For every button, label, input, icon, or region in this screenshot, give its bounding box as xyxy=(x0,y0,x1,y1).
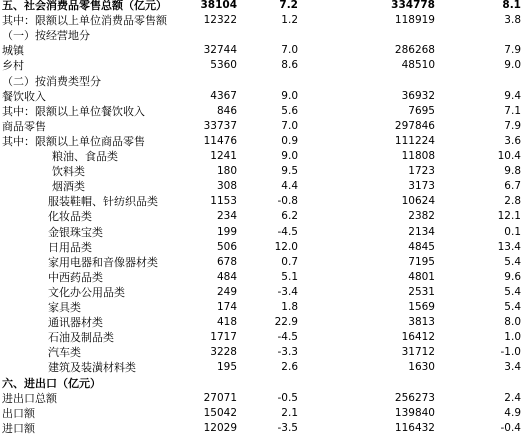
current-value: 249 xyxy=(216,285,237,298)
cumulative-growth: 3.8 xyxy=(504,14,521,27)
row-label: 服装鞋帽、针纺织品类 xyxy=(48,195,158,209)
row-label: 进口额 xyxy=(2,421,35,435)
row-label: 家用电器和音像器材类 xyxy=(48,255,158,269)
cumulative-growth: 7.9 xyxy=(504,119,521,132)
cumulative-value: 111224 xyxy=(394,134,435,147)
row-label: 进出口总额 xyxy=(2,391,57,405)
row-label: 其中：限额以上单位商品零售 xyxy=(2,134,145,148)
current-growth: 9.0 xyxy=(281,150,298,162)
current-value: 4367 xyxy=(210,89,237,102)
cumulative-growth: 4.9 xyxy=(504,406,521,419)
table-row xyxy=(0,58,527,73)
cumulative-value: 10624 xyxy=(401,195,435,208)
current-value: 1717 xyxy=(210,331,237,344)
row-label: 汽车类 xyxy=(48,346,81,360)
cumulative-growth: 10.4 xyxy=(497,150,521,162)
current-growth: -3.4 xyxy=(277,285,298,298)
table-row xyxy=(0,28,527,43)
current-value: 308 xyxy=(216,180,237,193)
cumulative-growth: 7.9 xyxy=(504,44,521,57)
table-row xyxy=(0,13,527,28)
current-growth: 22.9 xyxy=(274,316,298,329)
row-label: 化妆品类 xyxy=(48,210,92,224)
cumulative-value: 297846 xyxy=(394,119,435,132)
cumulative-growth: 7.1 xyxy=(504,104,521,117)
current-value: 234 xyxy=(216,210,237,223)
table-row xyxy=(0,270,527,285)
row-label: 餐饮收入 xyxy=(2,89,46,103)
table-row xyxy=(0,285,527,300)
table-row xyxy=(0,194,527,209)
table-row xyxy=(0,376,527,391)
row-label: （一）按经营地分 xyxy=(2,29,90,43)
current-value: 11476 xyxy=(203,134,237,147)
cumulative-growth: 13.4 xyxy=(497,240,521,253)
current-growth: 1.8 xyxy=(281,301,298,313)
table-row xyxy=(0,89,527,104)
cumulative-growth: 9.0 xyxy=(504,59,521,72)
cumulative-growth: 6.7 xyxy=(504,180,521,193)
cumulative-growth: 5.4 xyxy=(504,301,521,313)
table-row xyxy=(0,330,527,345)
table-row xyxy=(0,0,527,13)
current-growth: 9.5 xyxy=(281,165,298,178)
current-value: 12322 xyxy=(203,14,237,27)
cumulative-value: 3813 xyxy=(408,316,435,329)
cumulative-growth: 9.8 xyxy=(504,165,521,178)
current-growth: 0.7 xyxy=(281,255,298,268)
cumulative-value: 7195 xyxy=(408,255,435,268)
cumulative-value: 1630 xyxy=(408,361,435,374)
row-label: 饮料类 xyxy=(52,165,85,179)
current-value: 174 xyxy=(216,301,237,313)
current-growth: 8.6 xyxy=(281,59,298,72)
current-value: 199 xyxy=(216,225,237,238)
current-value: 180 xyxy=(216,165,237,178)
current-growth: -3.5 xyxy=(277,421,298,434)
row-label: 城镇 xyxy=(2,44,24,58)
row-label: 家具类 xyxy=(48,301,81,314)
current-growth: 12.0 xyxy=(274,240,298,253)
row-label: 金银珠宝类 xyxy=(48,225,103,239)
current-growth: 7.0 xyxy=(281,119,298,132)
current-growth: 5.1 xyxy=(281,270,298,283)
cumulative-value: 3173 xyxy=(408,180,435,193)
current-value: 5360 xyxy=(210,59,237,72)
cumulative-value: 4845 xyxy=(408,240,435,253)
cumulative-value: 31712 xyxy=(401,346,435,359)
row-label: 五、社会消费品零售总额（亿元） xyxy=(2,0,167,12)
cumulative-value: 286268 xyxy=(394,44,435,57)
cumulative-growth: 5.4 xyxy=(504,285,521,298)
table-row xyxy=(0,240,527,255)
table-row xyxy=(0,134,527,149)
current-growth: -4.5 xyxy=(277,331,298,344)
current-value: 33737 xyxy=(203,119,237,132)
table-row xyxy=(0,255,527,270)
row-label: （二）按消费类型分 xyxy=(2,74,101,88)
current-value: 506 xyxy=(216,240,237,253)
cumulative-growth: 5.4 xyxy=(504,255,521,268)
table-row xyxy=(0,360,527,375)
cumulative-value: 16412 xyxy=(401,331,435,344)
current-growth: 0.9 xyxy=(281,134,298,147)
cumulative-growth: 3.6 xyxy=(504,134,521,147)
table-row xyxy=(0,164,527,179)
row-label: 乡村 xyxy=(2,59,24,73)
current-growth: 1.2 xyxy=(281,14,298,27)
current-growth: 2.1 xyxy=(281,406,298,419)
table-row xyxy=(0,104,527,119)
cumulative-value: 2134 xyxy=(408,225,435,238)
current-value: 32744 xyxy=(203,44,237,57)
current-growth: -0.8 xyxy=(277,195,298,208)
cumulative-value: 48510 xyxy=(401,59,435,72)
cumulative-value: 118919 xyxy=(394,14,435,27)
row-label: 其中：限额以上单位消费品零售额 xyxy=(2,14,167,28)
current-value: 418 xyxy=(216,316,237,329)
row-label: 建筑及装潢材料类 xyxy=(48,361,136,375)
cumulative-value: 11808 xyxy=(401,150,435,162)
table-row xyxy=(0,421,527,436)
row-label: 文化办公用品类 xyxy=(48,285,125,299)
cumulative-value: 116432 xyxy=(394,421,435,434)
current-growth: 7.2 xyxy=(279,0,298,11)
current-value: 12029 xyxy=(203,421,237,434)
table-row xyxy=(0,74,527,89)
table-row xyxy=(0,345,527,360)
cumulative-growth: 2.8 xyxy=(504,195,521,208)
current-growth: -3.3 xyxy=(277,346,298,359)
row-label: 出口额 xyxy=(2,406,35,420)
current-growth: 9.0 xyxy=(281,89,298,102)
row-label: 石油及制品类 xyxy=(48,331,114,345)
row-label: 中西药品类 xyxy=(48,270,103,284)
row-label: 其中：限额以上单位餐饮收入 xyxy=(2,104,145,118)
current-value: 15042 xyxy=(203,406,237,419)
cumulative-growth: 12.1 xyxy=(497,210,521,223)
current-growth: 5.6 xyxy=(281,104,298,117)
current-value: 1153 xyxy=(210,195,237,208)
cumulative-growth: -1.0 xyxy=(500,346,521,359)
cumulative-value: 36932 xyxy=(401,89,435,102)
cumulative-growth: 9.4 xyxy=(504,89,521,102)
current-value: 678 xyxy=(216,255,237,268)
table-row xyxy=(0,406,527,421)
cumulative-growth: -0.4 xyxy=(500,421,521,434)
cumulative-value: 1569 xyxy=(408,301,435,313)
row-label: 粮油、食品类 xyxy=(52,150,118,163)
cumulative-growth: 8.0 xyxy=(504,316,521,329)
cumulative-growth: 3.4 xyxy=(504,361,521,374)
cumulative-growth: 0.1 xyxy=(504,225,521,238)
cumulative-value: 334778 xyxy=(391,0,435,11)
cumulative-value: 4801 xyxy=(408,270,435,283)
row-label: 日用品类 xyxy=(48,240,92,254)
current-growth: 7.0 xyxy=(281,44,298,57)
current-growth: 2.6 xyxy=(281,361,298,374)
cumulative-growth: 8.1 xyxy=(502,0,521,11)
current-value: 27071 xyxy=(203,391,237,404)
current-value: 3228 xyxy=(210,346,237,359)
table-row xyxy=(0,391,527,406)
cumulative-growth: 2.4 xyxy=(504,391,521,404)
current-growth: -0.5 xyxy=(277,391,298,404)
row-label: 烟酒类 xyxy=(52,180,85,194)
current-growth: -4.5 xyxy=(277,225,298,238)
cumulative-growth: 9.6 xyxy=(504,270,521,283)
cumulative-value: 1723 xyxy=(408,165,435,178)
current-growth: 4.4 xyxy=(281,180,298,193)
current-value: 484 xyxy=(216,270,237,283)
current-value: 195 xyxy=(216,361,237,374)
current-value: 846 xyxy=(216,104,237,117)
cumulative-growth: 1.0 xyxy=(504,331,521,344)
table-row xyxy=(0,149,527,164)
cumulative-value: 139840 xyxy=(394,406,435,419)
row-label: 通讯器材类 xyxy=(48,316,103,330)
table-row xyxy=(0,225,527,240)
current-value: 1241 xyxy=(210,150,237,162)
table-row xyxy=(0,43,527,58)
row-label: 商品零售 xyxy=(2,119,46,133)
row-label: 六、进出口（亿元） xyxy=(2,376,101,390)
cumulative-value: 7695 xyxy=(408,104,435,117)
cumulative-value: 2531 xyxy=(408,285,435,298)
cumulative-value: 256273 xyxy=(394,391,435,404)
table-row xyxy=(0,315,527,330)
current-growth: 6.2 xyxy=(281,210,298,223)
table-row xyxy=(0,300,527,315)
cumulative-value: 2382 xyxy=(408,210,435,223)
current-value: 38104 xyxy=(200,0,237,11)
table-row xyxy=(0,119,527,134)
table-row xyxy=(0,179,527,194)
table-row xyxy=(0,209,527,224)
